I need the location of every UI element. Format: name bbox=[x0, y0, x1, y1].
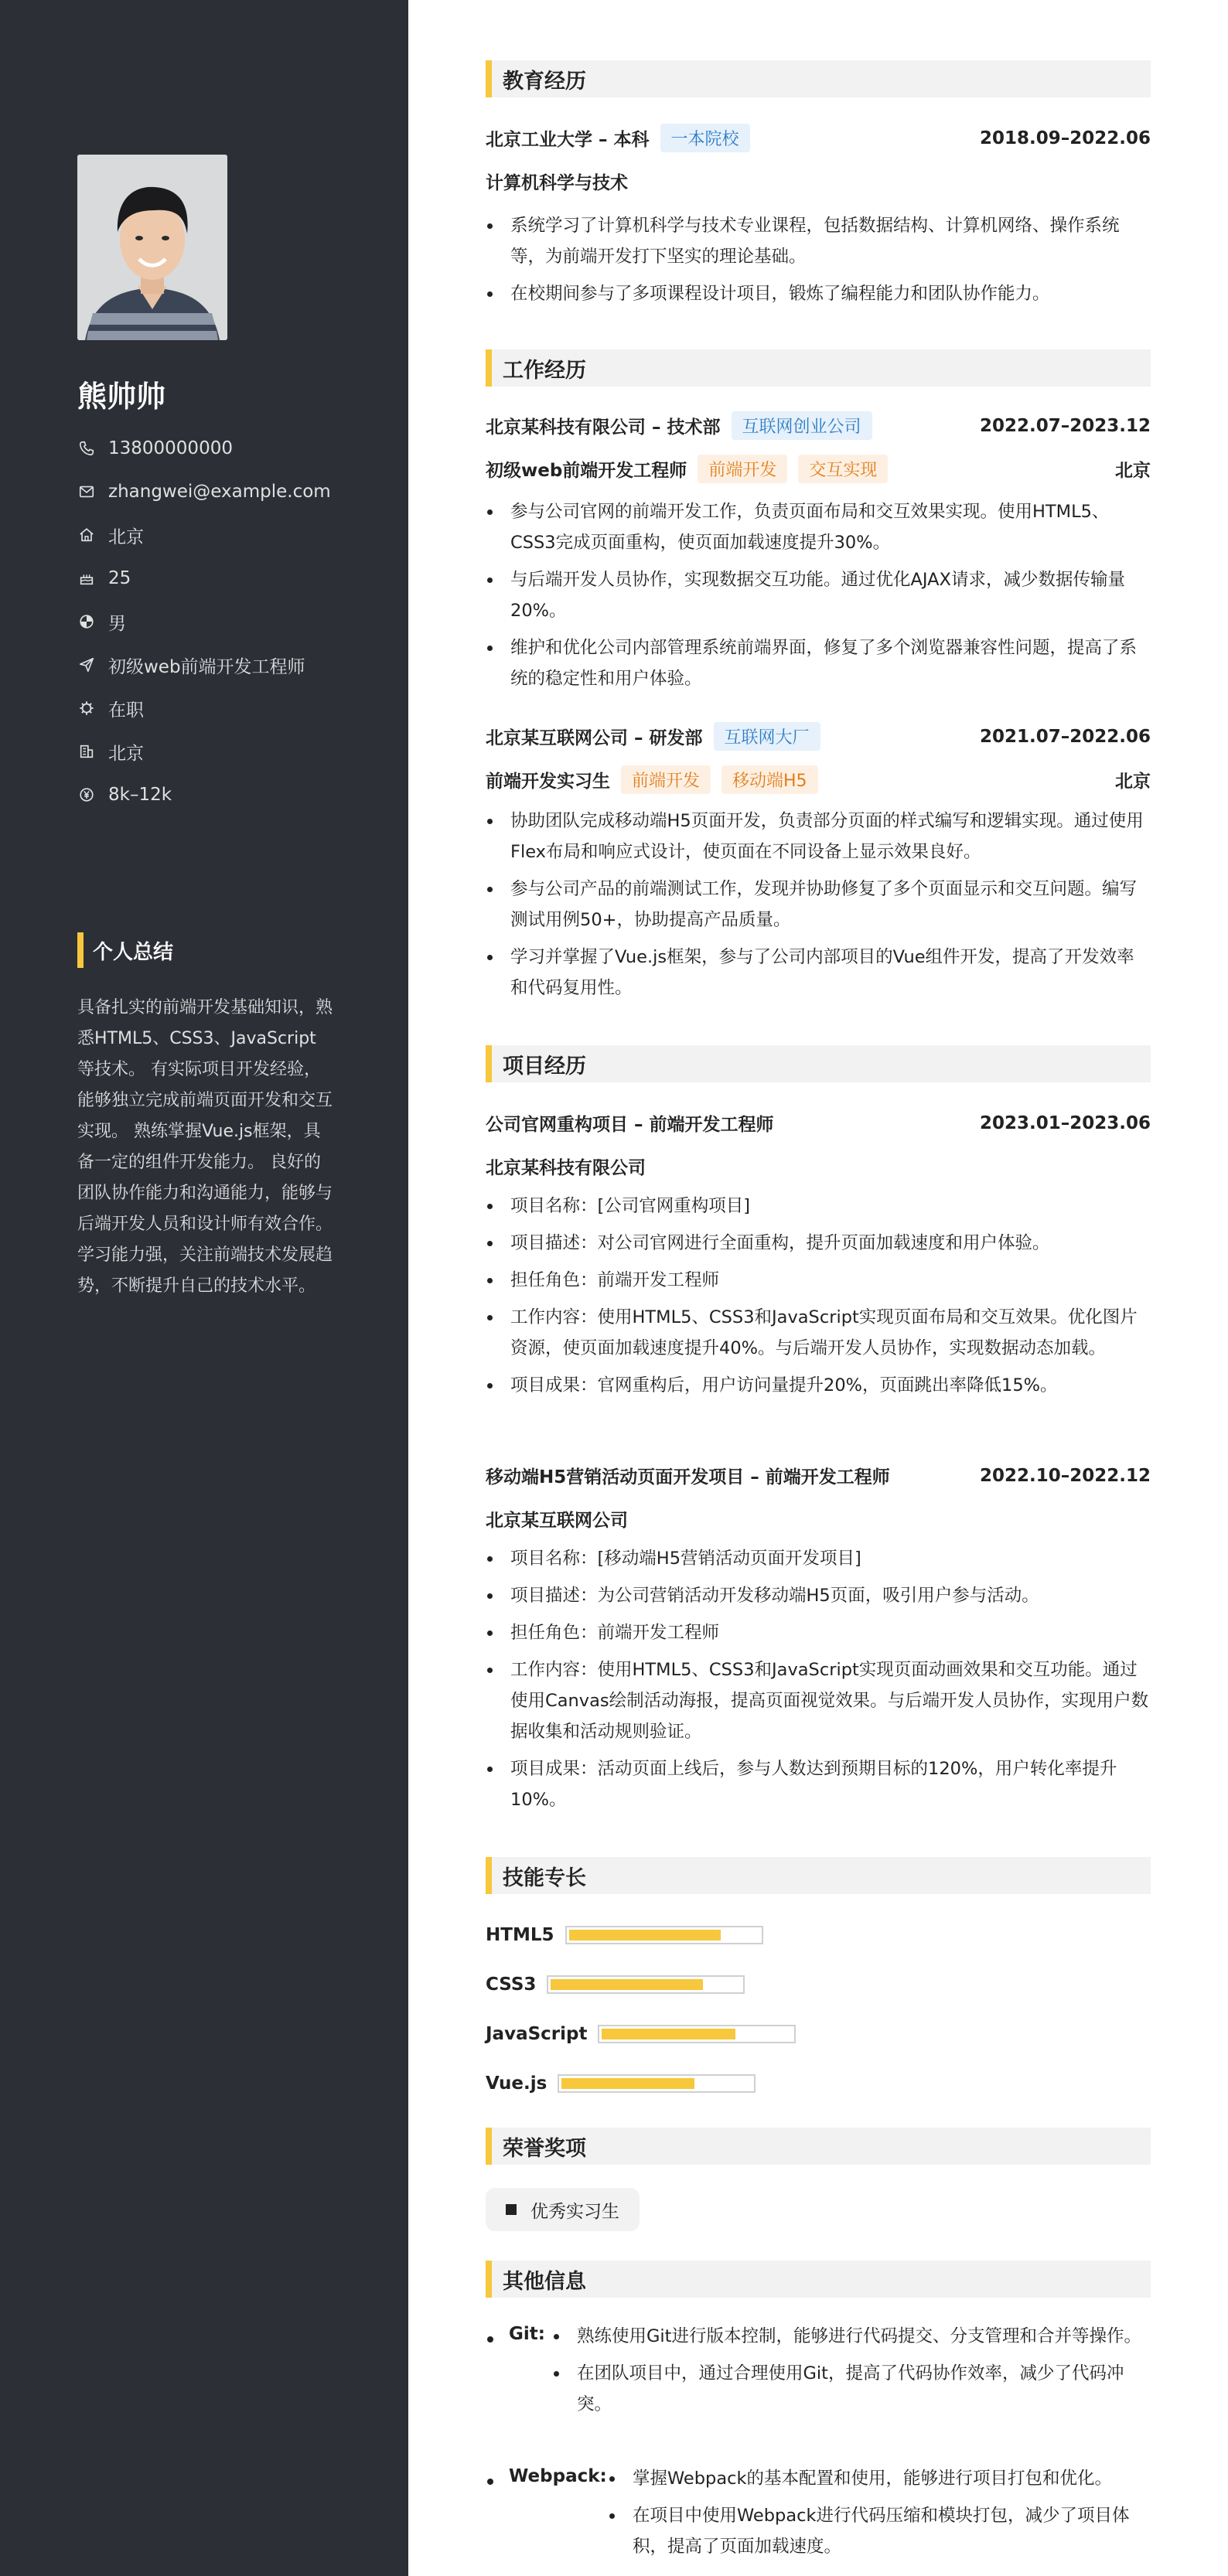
info-salary bbox=[77, 773, 331, 816]
project-2-bullets bbox=[486, 1543, 1151, 1821]
info-status bbox=[77, 687, 331, 730]
list-item: 担任角色：前端开发工程师 bbox=[486, 1265, 1151, 1296]
send-icon bbox=[77, 656, 96, 674]
skill-bar-fill bbox=[569, 1930, 721, 1941]
project-1-name: 公司官网重构项目 – 前端开发工程师 bbox=[486, 1115, 774, 1135]
skill-bar-fill bbox=[602, 2029, 735, 2039]
summary-title: 个人总结 bbox=[77, 932, 173, 968]
job-1-role-tag: 交互实现 bbox=[798, 455, 888, 483]
square-bullet-icon bbox=[506, 2204, 517, 2215]
list-item: 项目描述：为公司营销活动开发移动端H5页面，吸引用户参与活动。 bbox=[486, 1580, 1151, 1611]
education-period: 2018.09–2022.06 bbox=[979, 128, 1151, 148]
info-gender-text: 男 bbox=[108, 613, 126, 634]
job-1-city: 北京 bbox=[1115, 461, 1151, 481]
list-item: 项目名称：[公司官网重构项目] bbox=[486, 1191, 1151, 1222]
job-1-role-tag: 前端开发 bbox=[698, 455, 787, 483]
education-bullets bbox=[486, 210, 1151, 315]
list-item: 在校期间参与了多项课程设计项目，锻炼了编程能力和团队协作能力。 bbox=[486, 278, 1151, 309]
list-item: 工作内容：使用HTML5、CSS3和JavaScript实现页面动画效果和交互功能。通过使用Canvas绘制活动海报，提高页面视觉效果。与后端开发人员协作，实现用户数据收集和活动规则验证。 bbox=[486, 1654, 1151, 1747]
list-item: 系统学习了计算机科学与技术专业课程，包括数据结构、计算机网络、操作系统等，为前端开发打下坚实的理论基础。 bbox=[486, 210, 1151, 272]
job-1-period: 2022.07–2023.12 bbox=[979, 415, 1151, 436]
skill-item bbox=[486, 2072, 756, 2095]
education-tag: 一本院校 bbox=[660, 124, 750, 152]
project-2-header bbox=[486, 1463, 1151, 1488]
info-status-text: 在职 bbox=[108, 700, 144, 721]
sidebar bbox=[0, 0, 408, 2576]
list-item: 协助团队完成移动端H5页面开发，负责部分页面的样式编写和逻辑实现。通过使用Flex布局和响应式设计，使页面在不同设备上显示效果良好。 bbox=[486, 806, 1151, 867]
other-section-title: 其他信息 bbox=[486, 2261, 1151, 2298]
project-1-bullets bbox=[486, 1191, 1151, 1407]
avatar-photo bbox=[77, 155, 227, 340]
yuan-coin-icon bbox=[77, 785, 96, 804]
info-location-text: 北京 bbox=[108, 526, 144, 547]
skill-bar bbox=[558, 2074, 756, 2093]
work-section-title: 工作经历 bbox=[486, 349, 1151, 387]
list-item: 维护和优化公司内部管理系统前端界面，修复了多个浏览器兼容性问题，提高了系统的稳定性和用户体验。 bbox=[486, 632, 1151, 694]
mail-icon bbox=[77, 482, 96, 501]
job-1-header bbox=[486, 411, 1151, 440]
info-city-text: 北京 bbox=[108, 743, 144, 764]
job-1-role: 初级web前端开发工程师 bbox=[486, 461, 687, 481]
job-2-header bbox=[486, 722, 1151, 751]
skill-bar-fill bbox=[551, 1979, 703, 1990]
project-2-period: 2022.10–2022.12 bbox=[979, 1465, 1151, 1486]
job-1-company-tag: 互联网创业公司 bbox=[732, 411, 872, 440]
list-item: 在项目中使用Webpack进行代码压缩和模块打包，减少了项目体积，提高了页面加载速度。 bbox=[608, 2500, 1151, 2562]
info-phone bbox=[77, 427, 331, 470]
info-salary-text: 8k–12k bbox=[108, 785, 172, 805]
job-2-role-tag: 前端开发 bbox=[621, 765, 711, 794]
list-item: 项目名称：[移动端H5营销活动页面开发项目] bbox=[486, 1543, 1151, 1574]
other-item-git-bullets bbox=[552, 2321, 1151, 2426]
bullet-dot bbox=[487, 2336, 493, 2343]
list-item: 工作内容：使用HTML5、CSS3和JavaScript实现页面布局和交互效果。优化图片资源，使页面加载速度提升40%。与后端开发人员协作，实现数据动态加载。 bbox=[486, 1302, 1151, 1364]
list-item: 熟练使用Git进行版本控制，能够进行代码提交、分支管理和合并等操作。 bbox=[552, 2321, 1151, 2352]
cake-icon bbox=[77, 569, 96, 588]
info-email bbox=[77, 470, 331, 513]
info-email-text: zhangwei@example.com bbox=[108, 482, 331, 502]
list-item: 项目描述：对公司官网进行全面重构，提升页面加载速度和用户体验。 bbox=[486, 1228, 1151, 1259]
summary-text: 具备扎实的前端开发基础知识，熟悉HTML5、CSS3、JavaScript等技术。 有实际项目开发经验，能够独立完成前端页面开发和交互实现。 熟练掌握Vue.js框架，具备一定的组件开发能力。 良好的团队协作能力和沟通能力，能够与后端开发人员和设计师有效合作。 学习能力强，关注前端技术发展趋势，不断提升自己的技术水平。 bbox=[77, 998, 333, 1296]
skill-name: CSS3 bbox=[486, 1975, 537, 1995]
skill-item bbox=[486, 1923, 763, 1947]
skill-bar bbox=[598, 2025, 796, 2043]
skill-name: HTML5 bbox=[486, 1925, 554, 1945]
job-2-bullets bbox=[486, 806, 1151, 1010]
contact-info-list bbox=[77, 427, 331, 816]
skills-section-title: 技能专长 bbox=[486, 1857, 1151, 1894]
job-2-company-tag: 互联网大厂 bbox=[714, 722, 820, 751]
list-item: 学习并掌握了Vue.js框架，参与了公司内部项目的Vue组件开发，提高了开发效率和代码复用性。 bbox=[486, 942, 1151, 1003]
project-2-name: 移动端H5营销活动页面开发项目 – 前端开发工程师 bbox=[486, 1467, 890, 1487]
list-item: 项目成果：活动页面上线后，参与人数达到预期目标的120%，用户转化率提升10%。 bbox=[486, 1753, 1151, 1815]
other-item-label: Git: bbox=[509, 2324, 545, 2344]
status-gear-icon bbox=[77, 699, 96, 717]
list-item: 项目成果：官网重构后，用户访问量提升20%，页面跳出率降低15%。 bbox=[486, 1370, 1151, 1401]
list-item: 在团队项目中，通过合理使用Git，提高了代码协作效率，减少了代码冲突。 bbox=[552, 2358, 1151, 2420]
award-badge bbox=[486, 2188, 640, 2231]
list-item: 掌握Webpack的基本配置和使用，能够进行项目打包和优化。 bbox=[608, 2463, 1151, 2494]
list-item: 参与公司产品的前端测试工作，发现并协助修复了多个页面显示和交互问题。编写测试用例50+，协助提高产品质量。 bbox=[486, 874, 1151, 935]
skill-bar-fill bbox=[561, 2078, 694, 2089]
skill-bar bbox=[547, 1975, 745, 1994]
bullet-dot bbox=[487, 2479, 493, 2485]
other-item-label: Webpack: bbox=[509, 2466, 607, 2486]
job-2-role-tag: 移动端H5 bbox=[721, 765, 818, 794]
info-age bbox=[77, 557, 331, 600]
list-item: 参与公司官网的前端开发工作，负责页面布局和交互效果实现。使用HTML5、CSS3完成页面重构，使页面加载速度提升30%。 bbox=[486, 496, 1151, 558]
home-icon bbox=[77, 526, 96, 544]
education-section-title: 教育经历 bbox=[486, 60, 1151, 97]
avatar bbox=[77, 155, 227, 340]
other-item-webpack-bullets bbox=[608, 2463, 1151, 2568]
job-2-role: 前端开发实习生 bbox=[486, 772, 610, 792]
job-1-bullets bbox=[486, 496, 1151, 700]
skill-item bbox=[486, 1973, 745, 1996]
info-city bbox=[77, 730, 331, 773]
project-1-period: 2023.01–2023.06 bbox=[979, 1113, 1151, 1133]
skill-bar bbox=[565, 1926, 763, 1944]
project-2-company: 北京某互联网公司 bbox=[486, 1511, 628, 1531]
project-1-company: 北京某科技有限公司 bbox=[486, 1158, 646, 1178]
building-icon bbox=[77, 742, 96, 761]
education-school: 北京工业大学 – 本科 bbox=[486, 130, 650, 150]
job-2-city: 北京 bbox=[1115, 772, 1151, 792]
education-header bbox=[486, 124, 1151, 152]
job-2-period: 2021.07–2022.06 bbox=[979, 726, 1151, 747]
info-position bbox=[77, 643, 331, 687]
skill-name: Vue.js bbox=[486, 2073, 547, 2094]
phone-icon bbox=[77, 439, 96, 458]
project-1-header bbox=[486, 1110, 1151, 1136]
skill-name: JavaScript bbox=[486, 2024, 588, 2044]
job-1-company: 北京某科技有限公司 – 技术部 bbox=[486, 417, 721, 438]
skill-item bbox=[486, 2022, 796, 2046]
info-location bbox=[77, 513, 331, 557]
award-text: 优秀实习生 bbox=[530, 2201, 619, 2222]
job-1-role-row bbox=[486, 455, 1151, 483]
job-2-role-row bbox=[486, 765, 1151, 794]
gender-icon bbox=[77, 612, 96, 631]
job-2-company: 北京某互联网公司 – 研发部 bbox=[486, 728, 703, 748]
list-item: 与后端开发人员协作，实现数据交互功能。通过优化AJAX请求，减少数据传输量20%。 bbox=[486, 564, 1151, 626]
list-item: 担任角色：前端开发工程师 bbox=[486, 1617, 1151, 1648]
projects-section-title: 项目经历 bbox=[486, 1045, 1151, 1082]
honors-section-title: 荣誉奖项 bbox=[486, 2128, 1151, 2165]
info-position-text: 初级web前端开发工程师 bbox=[108, 656, 305, 677]
info-phone-text: 13800000000 bbox=[108, 438, 233, 458]
education-major: 计算机科学与技术 bbox=[486, 173, 628, 193]
info-gender bbox=[77, 600, 331, 643]
info-age-text: 25 bbox=[108, 568, 131, 588]
profile-name: 熊帅帅 bbox=[77, 380, 166, 414]
